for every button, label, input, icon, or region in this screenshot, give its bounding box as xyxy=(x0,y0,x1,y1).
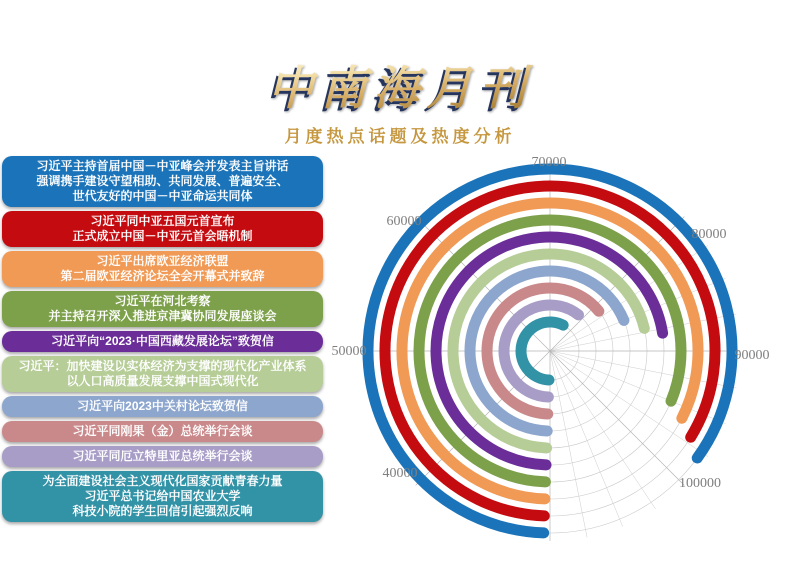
topic-bar-text: 习近平在河北考察 xyxy=(114,294,211,308)
topic-bar-text: 习近平主持首届中国－中亚峰会并发表主旨讲话 xyxy=(36,159,289,173)
axis-tick-label: 60000 xyxy=(386,214,422,230)
topic-bar-text: 习近平同厄立特里亚总统举行会谈 xyxy=(72,449,253,463)
page-title: 中南海月刊 xyxy=(268,52,533,118)
topic-bar-text: 习近平出席欧亚经济联盟 xyxy=(96,254,229,268)
topic-bar-text: 第二届欧亚经济论坛全会开幕式并致辞 xyxy=(60,269,265,283)
topic-bar-text: 并主持召开深入推进京津冀协同发展座谈会 xyxy=(48,309,277,323)
axis-tick-label: 50000 xyxy=(331,344,367,360)
topic-bar-text: 正式成立中国－中亚元首会晤机制 xyxy=(72,229,253,243)
topic-bar-text: 习近平同中亚五国元首宣布 xyxy=(90,214,235,228)
polar-grid-major-spoke xyxy=(550,351,684,485)
topic-bar-text: 科技小院的学生回信引起强烈反响 xyxy=(72,504,253,518)
page-subtitle: 月度热点话题及热度分析 xyxy=(284,127,516,146)
axis-tick-label: 40000 xyxy=(382,466,418,482)
topic-bar-text: 习近平同刚果（金）总统举行会谈 xyxy=(72,424,253,438)
axis-tick-label: 90000 xyxy=(734,348,770,364)
topic-bar-text: 习近平总书记给中国农业大学 xyxy=(84,489,241,503)
axis-tick-label: 80000 xyxy=(691,227,727,243)
topic-bar-text: 习近平：加快建设以实体经济为支撑的现代化产业体系 xyxy=(18,359,307,373)
topic-bar-text: 强调携手建设守望相助、共同发展、普遍安全、 xyxy=(36,174,289,188)
axis-tick-label: 100000 xyxy=(679,476,721,492)
axis-tick-label: 70000 xyxy=(531,155,567,171)
topic-bar-text: 习近平向“2023·中国西藏发展论坛”致贺信 xyxy=(51,334,274,348)
topic-bar-text: 为全面建设社会主义现代化国家贡献青春力量 xyxy=(42,474,283,488)
topic-bar-text: 以人口高质量发展支撑中国式现代化 xyxy=(66,374,259,388)
topic-bar-text: 习近平向2023中关村论坛致贺信 xyxy=(77,399,248,413)
polar-grid-minor-spoke xyxy=(550,351,623,527)
topic-bar-text: 世代友好的中国－中亚命运共同体 xyxy=(72,189,253,203)
